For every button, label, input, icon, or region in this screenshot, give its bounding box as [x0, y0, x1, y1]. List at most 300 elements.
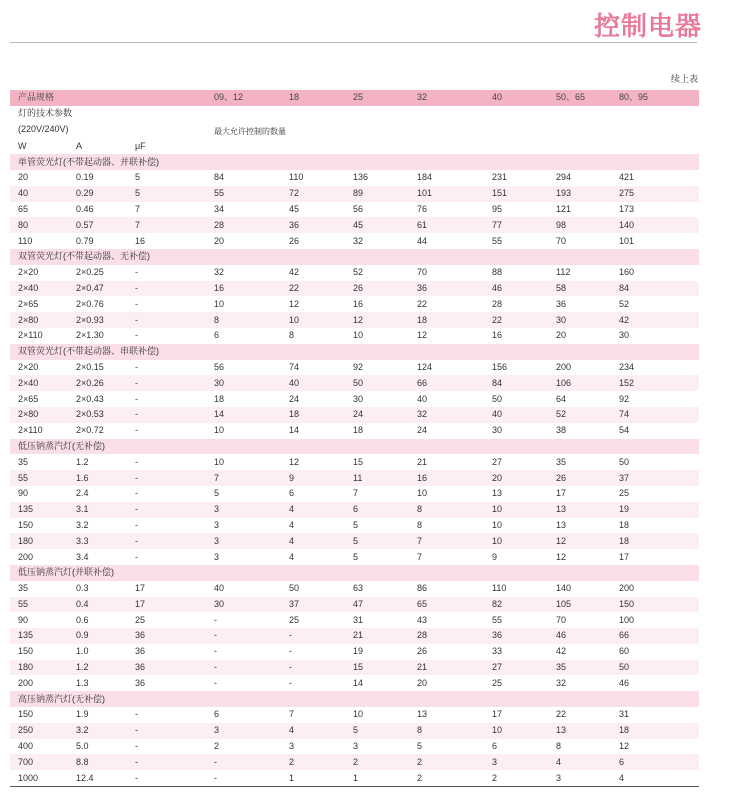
- table-cell: 10: [353, 330, 364, 341]
- table-cell: 5: [127, 186, 206, 202]
- table-cell: 1: [289, 772, 295, 783]
- table-cell: 156: [492, 361, 508, 372]
- table-cell: -: [135, 709, 138, 720]
- table-cell: 2×20: [18, 361, 39, 372]
- lamp-params-row: [10, 106, 699, 122]
- table-row: [10, 170, 699, 186]
- table-cell: 12: [548, 533, 611, 549]
- table-row: [10, 217, 699, 233]
- table-row: [10, 202, 699, 218]
- table-cell: 56: [353, 203, 364, 214]
- table-cell: 135: [10, 628, 68, 644]
- table-cell: 1.2: [76, 456, 89, 467]
- table-cell: -: [135, 519, 138, 530]
- table-cell: 50: [492, 393, 503, 404]
- table-cell: -: [135, 772, 138, 783]
- table-cell: 1.0: [76, 646, 89, 657]
- table-cell: 13: [492, 488, 503, 499]
- section-title: 单管荧光灯(不带起动器、并联补偿): [10, 154, 699, 170]
- table-cell: 21: [409, 660, 484, 676]
- table-row: [10, 660, 699, 676]
- table-cell: 13: [556, 519, 567, 530]
- table-cell: 2.4: [76, 488, 89, 499]
- table-cell: 1000: [18, 772, 39, 783]
- table-cell: 26: [417, 646, 428, 657]
- table-cell: 6: [611, 754, 699, 770]
- table-cell: 61: [409, 217, 484, 233]
- voltage-row: [10, 122, 699, 139]
- table-cell: 234: [619, 361, 635, 372]
- table-cell: 22: [281, 281, 345, 297]
- table-cell: 33: [492, 646, 503, 657]
- table-cell: 106: [548, 375, 611, 391]
- table-cell: 74: [289, 361, 300, 372]
- table-cell: 8: [409, 502, 484, 518]
- table-cell: 3.1: [68, 502, 127, 518]
- table-cell: 12: [289, 456, 300, 467]
- table-cell: 12: [289, 298, 300, 309]
- table-cell: 15: [353, 456, 364, 467]
- section-title-row: [10, 154, 699, 170]
- table-cell: 84: [611, 281, 699, 297]
- table-cell: -: [127, 407, 206, 423]
- units-row: [10, 138, 699, 154]
- section-title: 低压钠蒸汽灯(无补偿): [10, 439, 699, 455]
- max-qty-label: 最大允许控制的数量: [206, 122, 699, 139]
- table-row: [10, 328, 699, 344]
- table-cell: 42: [556, 646, 567, 657]
- continued-label: 续上表: [670, 74, 698, 84]
- table-cell: -: [135, 551, 138, 562]
- table-cell: 31: [619, 709, 630, 720]
- table-cell: 4: [281, 502, 345, 518]
- table-cell: 2×0.43: [76, 393, 104, 404]
- table-cell: 45: [289, 203, 300, 214]
- table-cell: 16: [353, 298, 364, 309]
- table-cell: 65: [409, 597, 484, 613]
- table-cell: -: [206, 660, 281, 676]
- table-cell: 10: [214, 298, 225, 309]
- table-cell: -: [289, 646, 292, 657]
- table-cell: 55: [492, 614, 503, 625]
- table-cell: 2×40: [10, 281, 68, 297]
- table-cell: 9: [281, 470, 345, 486]
- table-cell: 20: [214, 235, 225, 246]
- section-title-row: [10, 439, 699, 455]
- table-cell: -: [127, 375, 206, 391]
- table-cell: 80: [10, 217, 68, 233]
- table-cell: -: [127, 502, 206, 518]
- table-cell: 54: [619, 425, 630, 436]
- table-row: [10, 186, 699, 202]
- table-cell: 1.6: [68, 470, 127, 486]
- unit-label: μF: [127, 138, 206, 154]
- table-cell: 58: [548, 281, 611, 297]
- table-bottom-rule: [10, 786, 699, 787]
- table-cell: 2: [409, 754, 484, 770]
- table-cell: -: [135, 361, 138, 372]
- table-cell: 1.2: [68, 660, 127, 676]
- table-cell: 3: [206, 723, 281, 739]
- table-cell: 24: [417, 425, 428, 436]
- table-row: [10, 407, 699, 423]
- header-col: 18: [281, 90, 345, 106]
- table-cell: 5: [345, 533, 409, 549]
- table-cell: 231: [492, 172, 508, 183]
- table-cell: 421: [619, 172, 635, 183]
- table-cell: 74: [611, 407, 699, 423]
- table-cell: 2×0.25: [76, 267, 104, 278]
- header-col: 09、12: [206, 90, 281, 106]
- table-cell: -: [135, 393, 138, 404]
- table-cell: 2×0.26: [68, 375, 127, 391]
- table-cell: 92: [619, 393, 630, 404]
- table-cell: 12.4: [76, 772, 94, 783]
- table-cell: 136: [353, 172, 369, 183]
- table-cell: 30: [492, 425, 503, 436]
- table-cell: 10: [214, 425, 225, 436]
- table-cell: 5: [353, 519, 359, 530]
- table-cell: 76: [417, 203, 428, 214]
- table-cell: 150: [18, 519, 34, 530]
- table-cell: 45: [345, 217, 409, 233]
- table-row: [10, 597, 699, 613]
- table-cell: 2×65: [18, 298, 39, 309]
- table-cell: 36: [127, 660, 206, 676]
- table-cell: 36: [484, 628, 548, 644]
- table-cell: -: [135, 330, 138, 341]
- lamp-params-label: 灯的技术参数: [10, 106, 206, 122]
- table-cell: 2×0.47: [68, 281, 127, 297]
- table-cell: 8: [417, 519, 423, 530]
- table-cell: 140: [556, 583, 572, 594]
- table-cell: 18: [611, 533, 699, 549]
- table-cell: 46: [484, 281, 548, 297]
- table-cell: 28: [409, 628, 484, 644]
- table-cell: 14: [206, 407, 281, 423]
- table-cell: 1.9: [76, 709, 89, 720]
- table-cell: 10: [492, 519, 503, 530]
- table-row: [10, 312, 699, 328]
- table-row: [10, 628, 699, 644]
- table-cell: 16: [135, 235, 146, 246]
- section-title-row: [10, 691, 699, 707]
- table-cell: 7: [409, 533, 484, 549]
- table-cell: 8.8: [68, 754, 127, 770]
- table-cell: 16: [206, 281, 281, 297]
- table-cell: 17: [619, 551, 630, 562]
- table-cell: 18: [353, 425, 364, 436]
- section-title: 双管荧光灯(不带起动器、无补偿): [10, 249, 699, 265]
- table-cell: 17: [127, 597, 206, 613]
- table-cell: -: [135, 741, 138, 752]
- table-cell: 25: [289, 614, 300, 625]
- table-cell: 4: [281, 723, 345, 739]
- table-cell: 135: [10, 502, 68, 518]
- table-cell: 50: [289, 583, 300, 594]
- table-cell: 36: [135, 677, 146, 688]
- table-cell: 3: [289, 741, 295, 752]
- table-cell: 2: [281, 754, 345, 770]
- table-cell: 30: [619, 330, 630, 341]
- table-cell: 36: [127, 628, 206, 644]
- table-cell: -: [135, 488, 138, 499]
- table-cell: 26: [345, 281, 409, 297]
- table-row: [10, 675, 699, 691]
- table-cell: 14: [353, 677, 364, 688]
- table-cell: 77: [484, 217, 548, 233]
- table-cell: 25: [492, 677, 503, 688]
- table-cell: 2: [417, 772, 423, 783]
- table-cell: 10: [417, 488, 428, 499]
- table-cell: 6: [214, 330, 220, 341]
- section-title-row: [10, 565, 699, 581]
- table-cell: 88: [492, 267, 503, 278]
- table-cell: 700: [10, 754, 68, 770]
- table-row: [10, 581, 699, 597]
- header-col: 40: [484, 90, 548, 106]
- table-cell: 0.46: [76, 203, 94, 214]
- table-cell: 38: [556, 425, 567, 436]
- table-cell: 121: [556, 203, 572, 214]
- table-cell: 30: [206, 375, 281, 391]
- table-cell: 18: [281, 407, 345, 423]
- table-cell: 10: [484, 502, 548, 518]
- table-cell: 0.79: [76, 235, 94, 246]
- table-cell: -: [214, 614, 217, 625]
- table-cell: 8: [289, 330, 295, 341]
- table-cell: 35: [548, 660, 611, 676]
- table-cell: 3.2: [68, 723, 127, 739]
- table-cell: 10: [214, 456, 225, 467]
- table-cell: -: [127, 312, 206, 328]
- table-cell: 17: [556, 488, 567, 499]
- table-cell: 50: [345, 375, 409, 391]
- table-cell: 8: [556, 741, 562, 752]
- table-cell: 7: [135, 203, 141, 214]
- table-cell: 13: [548, 723, 611, 739]
- table-cell: 26: [289, 235, 300, 246]
- table-cell: 6: [345, 502, 409, 518]
- table-cell: 7: [127, 217, 206, 233]
- table-cell: 24: [345, 407, 409, 423]
- table-cell: 294: [556, 172, 572, 183]
- table-cell: 2×0.53: [68, 407, 127, 423]
- table-cell: -: [214, 677, 217, 688]
- table-cell: 21: [417, 456, 428, 467]
- table-row: [10, 754, 699, 770]
- table-cell: 124: [417, 361, 433, 372]
- unit-label: W: [10, 138, 68, 154]
- table-cell: 1.3: [76, 677, 89, 688]
- table-cell: 20: [556, 330, 567, 341]
- table-cell: 50: [619, 456, 630, 467]
- table-cell: 19: [353, 646, 364, 657]
- table-cell: 40: [10, 186, 68, 202]
- table-cell: 10: [353, 709, 364, 720]
- table-cell: 13: [548, 502, 611, 518]
- table-cell: 13: [417, 709, 428, 720]
- table-cell: -: [289, 677, 292, 688]
- table-cell: 35: [18, 583, 29, 594]
- table-cell: -: [135, 425, 138, 436]
- table-cell: 110: [289, 172, 304, 183]
- table-cell: 36: [281, 217, 345, 233]
- table-cell: 18: [611, 723, 699, 739]
- table-cell: 84: [214, 172, 225, 183]
- table-row: [10, 486, 699, 502]
- table-cell: 35: [556, 456, 567, 467]
- table-cell: 2×80: [10, 407, 68, 423]
- table-cell: -: [135, 267, 138, 278]
- header-col: 32: [409, 90, 484, 106]
- table-row: [10, 502, 699, 518]
- table-cell: 40: [281, 375, 345, 391]
- table-cell: 160: [619, 267, 635, 278]
- table-cell: 0.57: [68, 217, 127, 233]
- table-row: [10, 265, 699, 281]
- table-row: [10, 233, 699, 249]
- table-cell: 50: [611, 660, 699, 676]
- table-cell: -: [206, 628, 281, 644]
- table-cell: 0.3: [76, 583, 89, 594]
- table-cell: 14: [289, 425, 300, 436]
- table-cell: -: [127, 723, 206, 739]
- section-title: 高压钠蒸汽灯(无补偿): [10, 691, 699, 707]
- table-cell: 25: [135, 614, 146, 625]
- table-cell: 152: [611, 375, 699, 391]
- table-cell: 275: [611, 186, 699, 202]
- table-cell: 28: [206, 217, 281, 233]
- table-cell: 3: [556, 772, 562, 783]
- table-cell: 32: [556, 677, 567, 688]
- table-cell: 5: [353, 551, 359, 562]
- table-cell: 20: [18, 172, 29, 183]
- table-row: [10, 281, 699, 297]
- table-cell: 9: [492, 551, 498, 562]
- table-cell: 400: [18, 741, 34, 752]
- table-cell: 46: [619, 677, 630, 688]
- table-cell: 21: [345, 628, 409, 644]
- table-cell: 4: [281, 533, 345, 549]
- table-cell: -: [214, 646, 217, 657]
- table-cell: 12: [556, 551, 567, 562]
- table-cell: 70: [417, 267, 428, 278]
- table-cell: 8: [409, 723, 484, 739]
- table-cell: 140: [611, 217, 699, 233]
- table-cell: 84: [484, 375, 548, 391]
- table-cell: 92: [353, 361, 364, 372]
- table-cell: 2×0.15: [76, 361, 104, 372]
- table-cell: 2×110: [18, 425, 43, 436]
- table-cell: 18: [619, 519, 630, 530]
- table-row: [10, 707, 699, 723]
- table-cell: 1: [353, 772, 359, 783]
- table-cell: 66: [611, 628, 699, 644]
- table-cell: 27: [484, 660, 548, 676]
- table-cell: 64: [556, 393, 567, 404]
- table-cell: 2×0.93: [68, 312, 127, 328]
- section-title-row: [10, 344, 699, 360]
- table-cell: 151: [484, 186, 548, 202]
- table-cell: 26: [548, 470, 611, 486]
- table-row: [10, 423, 699, 439]
- table-row: [10, 723, 699, 739]
- table-cell: 25: [619, 488, 630, 499]
- table-cell: 42: [611, 312, 699, 328]
- table-cell: 8: [206, 312, 281, 328]
- table-cell: 6: [214, 709, 220, 720]
- table-cell: 32: [409, 407, 484, 423]
- table-cell: -: [127, 754, 206, 770]
- table-cell: 4: [619, 772, 625, 783]
- table-cell: 5: [214, 488, 220, 499]
- table-cell: 35: [18, 456, 29, 467]
- table-cell: 63: [353, 583, 364, 594]
- table-cell: 34: [214, 203, 225, 214]
- table-cell: 90: [18, 488, 29, 499]
- header-col: 50、65: [548, 90, 611, 106]
- unit-label: A: [68, 138, 127, 154]
- section-title-row: [10, 249, 699, 265]
- table-cell: 30: [353, 393, 364, 404]
- table-cell: 55: [10, 470, 68, 486]
- table-row: [10, 454, 699, 470]
- table-cell: 6: [289, 488, 295, 499]
- table-cell: 56: [214, 361, 225, 372]
- table-cell: 17: [492, 709, 503, 720]
- table-cell: 72: [281, 186, 345, 202]
- table-cell: 0.4: [68, 597, 127, 613]
- table-cell: 150: [18, 646, 34, 657]
- table-cell: -: [281, 628, 345, 644]
- table-cell: 2×0.72: [76, 425, 104, 436]
- table-cell: -: [127, 533, 206, 549]
- table-cell: 28: [492, 298, 503, 309]
- table-cell: 173: [619, 203, 635, 214]
- table-cell: 55: [206, 186, 281, 202]
- table-cell: 3: [353, 741, 359, 752]
- table-cell: 105: [548, 597, 611, 613]
- table-row: [10, 375, 699, 391]
- header-col: 80、95: [611, 90, 699, 106]
- table-row: [10, 296, 699, 312]
- table-cell: 15: [345, 660, 409, 676]
- title-divider: [10, 42, 697, 43]
- header-col: 25: [345, 90, 409, 106]
- table-cell: -: [127, 470, 206, 486]
- table-cell: 12: [619, 741, 630, 752]
- table-cell: 40: [484, 407, 548, 423]
- table-cell: 32: [353, 235, 364, 246]
- table-cell: 16: [492, 330, 503, 341]
- table-cell: 70: [556, 614, 567, 625]
- table-cell: 52: [353, 267, 364, 278]
- table-cell: 7: [206, 470, 281, 486]
- table-cell: 3: [206, 502, 281, 518]
- table-cell: 3: [206, 533, 281, 549]
- table-cell: 2: [214, 741, 220, 752]
- table-cell: 95: [492, 203, 503, 214]
- table-cell: 3.2: [76, 519, 89, 530]
- table-cell: 31: [353, 614, 364, 625]
- table-cell: 3: [484, 754, 548, 770]
- table-cell: 32: [214, 267, 225, 278]
- table-cell: 2×1.30: [76, 330, 104, 341]
- table-cell: -: [206, 754, 281, 770]
- table-cell: 65: [18, 203, 29, 214]
- table-cell: 22: [484, 312, 548, 328]
